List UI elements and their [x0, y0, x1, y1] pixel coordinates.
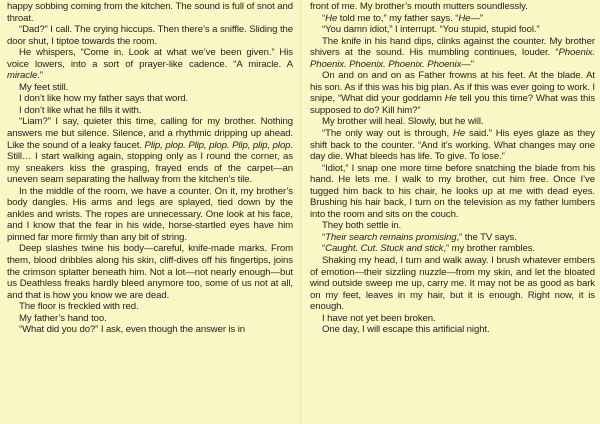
paragraph: “Dad?” I call. The crying hiccups. Then there’s a sniffle. Sliding the door shut, I tiptoe towards the room.	[7, 24, 293, 47]
paragraph: They both settle in.	[322, 220, 402, 232]
paragraph: He whispers, “Come in. Look at what we’ve been given.” His voice lowers, into a sort of prayer-like cadence. “A miracle. A miracle.”	[7, 47, 293, 82]
paragraph: On and on and on as Father frowns at his feet. At the blade. At his son. As if this was his big plan. As if this was ever going to work. I snipe, “What did your goddamn He tell you this time? What was this supposed to do? Kill him?”	[310, 70, 595, 116]
paragraph: My feet still.	[19, 81, 69, 93]
paragraph: One day, I will escape this artificial night.	[322, 324, 490, 336]
paragraph: My father’s hand too.	[19, 312, 107, 324]
paragraph: “He told me to,” my father says. “He—”	[322, 12, 483, 24]
paragraph: I don’t like what he fills it with.	[19, 104, 142, 116]
paragraph: Deep slashes twine his body—careful, knife-made marks. From them, blood dribbles along his skin, cliff-dives off his fingertips, joins the crimson splatter beneath him. Not a lot—not nearly enough—but us Deathless freaks hardly bleed anymore too, some of us not at all, and that is how you know we are dead.	[7, 243, 293, 301]
paragraph: “Idiot,” I snap one more time before snatching the blade from his hand. He lets me. I walk to my brother, cut him free. Once I’ve tugged him back to his chair, he looks up at me with dead eyes. Brushing his hair back, I turn on the television as my father lumbers into the room and sits on the couch.	[310, 162, 595, 220]
paragraph: I don’t like how my father says that word.	[19, 93, 189, 105]
paragraph: happy sobbing coming from the kitchen. The sound is full of snot and throat.	[7, 1, 293, 24]
paragraph: The knife in his hand dips, clinks against the counter. My brother shivers at the sound. His mumbling continues, louder. “Phoenix. Phoenix. Phoenix. Phoenix. Phoenix—”	[310, 35, 595, 70]
paragraph: “Their search remains promising,” the TV says.	[322, 231, 517, 243]
paragraph: In the middle of the room, we have a counter. On it, my brother’s body dangles. His arms and legs are splayed, tied down by the ankles and wrists. The ropes are unnecessary. One look at his face, and I know that the fear in his wide, horse-startled eyes have him pinned far more firmly than any bit of string.	[7, 185, 293, 243]
left-page-text	[7, 1, 293, 336]
paragraph: My brother will heal. Slowly, but he will.	[322, 116, 484, 128]
paragraph: Shaking my head, I turn and walk away. I brush whatever embers of emotion—their sizzling nuzzle—from my skin, and let the bloated wind outside sweep me up, carry me. It may not be as good as bark on my feet, leaves in my hair, but it is enough. Right now, it is enough.	[310, 255, 595, 313]
paragraph: I have not yet been broken.	[322, 312, 436, 324]
paragraph: “Caught. Cut. Stuck and stick,” my brother rambles.	[322, 243, 535, 255]
paragraph: “You damn idiot,” I interrupt. “You stupid, stupid fool.”	[322, 24, 540, 36]
paragraph: front of me. My brother’s mouth mutters soundlessly.	[310, 1, 528, 12]
page-gutter	[299, 0, 302, 424]
paragraph: The floor is freckled with red.	[19, 301, 139, 313]
right-page-text	[310, 1, 595, 336]
paragraph: “What did you do?” I ask, even though the answer is in	[19, 324, 246, 336]
paragraph: “Liam?” I say, quieter this time, calling for my brother. Nothing answers me but silence. Silence, and a rhythmic dripping up ahead. Like the sound of a leaky faucet. Plip, plop. Plip, plop. Plip, plip, plop. Still… I start walking again, stopping only as I round the corner, as my sneakers kiss the grasping, frayed ends of the carpet—an uneven seam separating the hallway from the kitchen’s tile.	[7, 116, 293, 186]
paragraph: “The only way out is through, He said.” His eyes glaze as they shift back to the counter. “And it’s working. What changes may one day die. What bleeds has life. To give. To lose.”	[310, 128, 595, 163]
